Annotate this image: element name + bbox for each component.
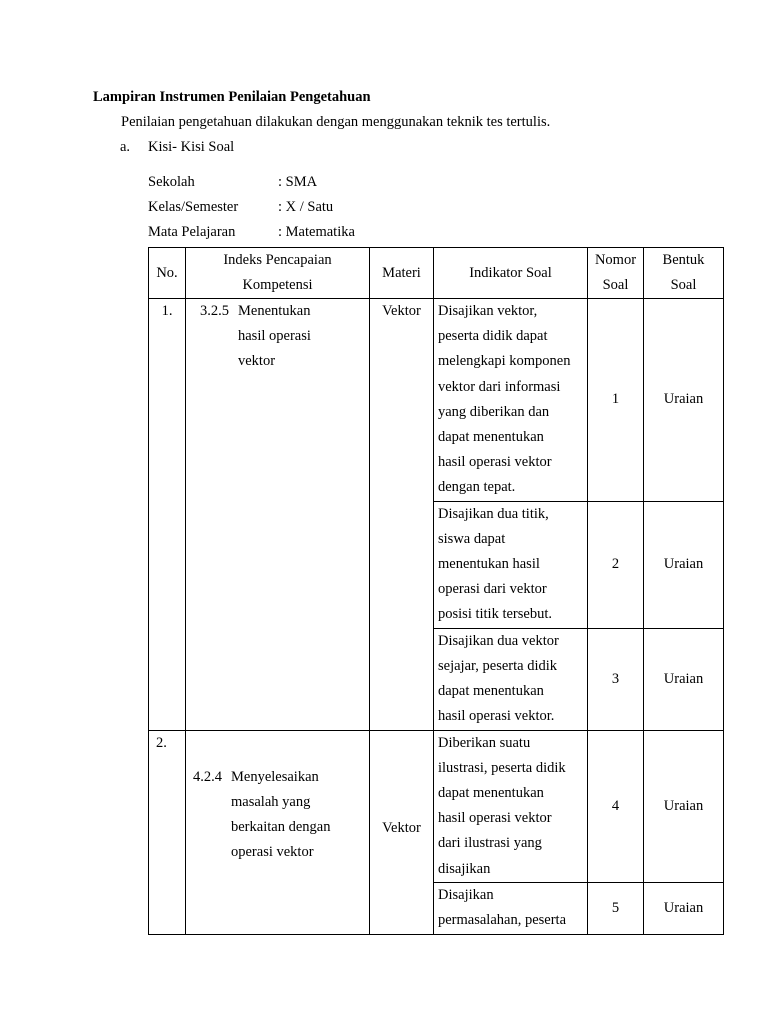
group-ikd bbox=[186, 730, 370, 934]
indikator-line: disajikan bbox=[438, 860, 491, 877]
indikator-line: hasil operasi vektor. bbox=[438, 708, 555, 725]
group-ikd bbox=[186, 299, 370, 731]
ikd-line: Menentukan bbox=[238, 303, 311, 319]
document-title: Lampiran Instrumen Penilaian Pengetahuan bbox=[93, 89, 371, 105]
indikator-line: operasi dari vektor bbox=[438, 581, 547, 598]
table-row bbox=[149, 730, 724, 882]
header-nomor-line2: Soal bbox=[602, 277, 629, 293]
ikd-line: berkaitan dengan bbox=[231, 819, 331, 836]
table-row bbox=[149, 299, 724, 502]
indikator-line: menentukan hasil bbox=[438, 556, 540, 573]
indikator-line: melengkapi komponen bbox=[438, 353, 571, 370]
indikator-line: dengan tepat. bbox=[438, 479, 516, 496]
nomor-cell: 3 bbox=[588, 628, 644, 730]
header-ikd-line1: Indeks Pencapaian bbox=[223, 252, 332, 268]
bentuk-cell: Uraian bbox=[644, 299, 724, 502]
group-no: 2. bbox=[149, 730, 186, 934]
indikator-line: siswa dapat bbox=[438, 530, 506, 547]
header-bentuk bbox=[644, 248, 724, 299]
indikator-line: Disajikan vektor, bbox=[438, 303, 538, 319]
header-ikd-line2: Kompetensi bbox=[242, 277, 313, 293]
header-bentuk-line1: Bentuk bbox=[662, 252, 705, 268]
bentuk-cell: Uraian bbox=[644, 628, 724, 730]
indikator-line: Diberikan suatu bbox=[438, 734, 531, 751]
header-nomor-line1: Nomor bbox=[594, 252, 637, 268]
indikator-line: Disajikan dua titik, bbox=[438, 505, 549, 522]
indikator-line: Disajikan dua vektor bbox=[438, 632, 559, 649]
ikd-line: vektor bbox=[238, 353, 276, 370]
indikator-line: yang diberikan dan bbox=[438, 403, 550, 420]
header-indikator: Indikator Soal bbox=[434, 248, 588, 299]
indikator-line: Disajikan bbox=[438, 886, 494, 903]
nomor-cell: 5 bbox=[588, 882, 644, 934]
ikd-line: Menyelesaikan bbox=[231, 768, 319, 785]
indikator-cell bbox=[434, 882, 588, 934]
indikator-line: hasil operasi vektor bbox=[438, 454, 552, 471]
ikd-line: hasil operasi bbox=[238, 328, 311, 345]
indikator-line: dapat menentukan bbox=[438, 683, 544, 700]
indikator-cell bbox=[434, 628, 588, 730]
info-label-subject: Mata Pelajaran bbox=[148, 224, 236, 240]
ikd-line: operasi vektor bbox=[231, 844, 314, 861]
indikator-line: vektor dari informasi bbox=[438, 378, 561, 395]
group-materi: Vektor bbox=[370, 730, 434, 934]
bentuk-cell: Uraian bbox=[644, 730, 724, 882]
header-ikd bbox=[186, 248, 370, 299]
group-no: 1. bbox=[149, 299, 186, 731]
indikator-line: dari ilustrasi yang bbox=[438, 835, 542, 852]
indikator-line: sejajar, peserta didik bbox=[438, 657, 557, 674]
ikd-line: masalah yang bbox=[231, 793, 311, 810]
indikator-line: peserta didik dapat bbox=[438, 328, 548, 345]
indikator-line: ilustrasi, peserta didik bbox=[438, 759, 566, 776]
nomor-cell: 2 bbox=[588, 501, 644, 628]
indikator-line: hasil operasi vektor bbox=[438, 810, 552, 827]
header-bentuk-line2: Soal bbox=[670, 277, 697, 293]
intro-text: Penilaian pengetahuan dilakukan dengan menggunakan teknik tes tertulis. bbox=[121, 114, 551, 130]
nomor-cell: 1 bbox=[588, 299, 644, 502]
info-value-school: : SMA bbox=[278, 174, 318, 190]
header-nomor bbox=[588, 248, 644, 299]
table-header-row bbox=[149, 248, 724, 299]
info-value-class: : X / Satu bbox=[278, 199, 334, 215]
indikator-line: dapat menentukan bbox=[438, 429, 544, 446]
nomor-cell: 4 bbox=[588, 730, 644, 882]
section-marker: a. bbox=[120, 139, 131, 155]
header-materi: Materi bbox=[370, 248, 434, 299]
indikator-line: permasalahan, peserta bbox=[438, 912, 567, 929]
info-label-class: Kelas/Semester bbox=[148, 199, 239, 215]
section-title: Kisi- Kisi Soal bbox=[148, 139, 235, 155]
indikator-line: dapat menentukan bbox=[438, 785, 544, 802]
indikator-cell bbox=[434, 299, 588, 502]
ikd-code: 4.2.4 bbox=[193, 768, 222, 785]
info-value-subject: : Matematika bbox=[278, 224, 355, 240]
bentuk-cell: Uraian bbox=[644, 882, 724, 934]
info-label-school: Sekolah bbox=[148, 174, 195, 190]
ikd-code: 3.2.5 bbox=[200, 303, 229, 319]
header-no: No. bbox=[149, 248, 186, 299]
indikator-cell bbox=[434, 501, 588, 628]
indikator-cell bbox=[434, 730, 588, 882]
kisi-table bbox=[148, 247, 724, 935]
group-materi: Vektor bbox=[370, 299, 434, 731]
bentuk-cell: Uraian bbox=[644, 501, 724, 628]
indikator-line: posisi titik tersebut. bbox=[438, 606, 552, 623]
